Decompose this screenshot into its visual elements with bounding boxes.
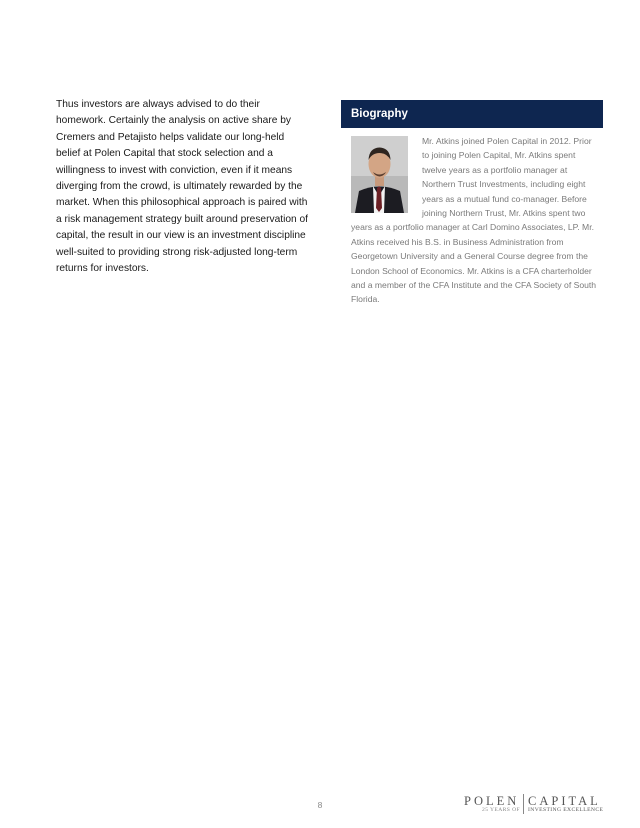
logo-divider — [523, 794, 524, 814]
portrait-photo — [351, 136, 408, 213]
biography-text: Mr. Atkins joined Polen Capital in 2012. Prior to joining Polen Capital, Mr. Atkins spent twelve years as a portfolio manager at Northern Trust Investments, including eight years as a mutual fund co-manager. Before joining Northern Trust, Mr. Atkins spent two years as a portfolio manager at Carl Domino Associates, LP. Mr. Atkins received his B.S. in Business Administration from Georgetown University and a General Course degree from the London School of Economics. Mr. Atkins is a CFA charterholder and a member of the CFA Institute and the CFA Society of South Florida. — [351, 136, 597, 305]
article-column — [56, 97, 308, 277]
logo-tagline-years: 25 YEARS OF — [482, 807, 521, 813]
logo-polen-text: POLEN — [464, 794, 520, 808]
logo-tagline-excellence: INVESTING EXCELLENCE — [528, 807, 604, 813]
biography-box — [341, 100, 603, 307]
polen-capital-logo — [462, 794, 606, 816]
logo-capital-text: CAPITAL — [528, 794, 601, 808]
biography-title: Biography — [341, 100, 603, 128]
page-number: 8 — [317, 800, 323, 810]
biography-body — [341, 134, 603, 307]
article-paragraph: Thus investors are always advised to do their homework. Certainly the analysis on active share by Cremers and Petajisto helps validate our long-held belief at Polen Capital that stock selection and a willingness to invest with conviction, even if it means diverging from the crowd, is ultimately rewarded by the market. When this philosophical approach is paired with a risk management strategy built around preservation of capital, the result in our view is an investment discipline well-suited to providing strong risk-adjusted long-term returns for investors. — [56, 99, 308, 275]
